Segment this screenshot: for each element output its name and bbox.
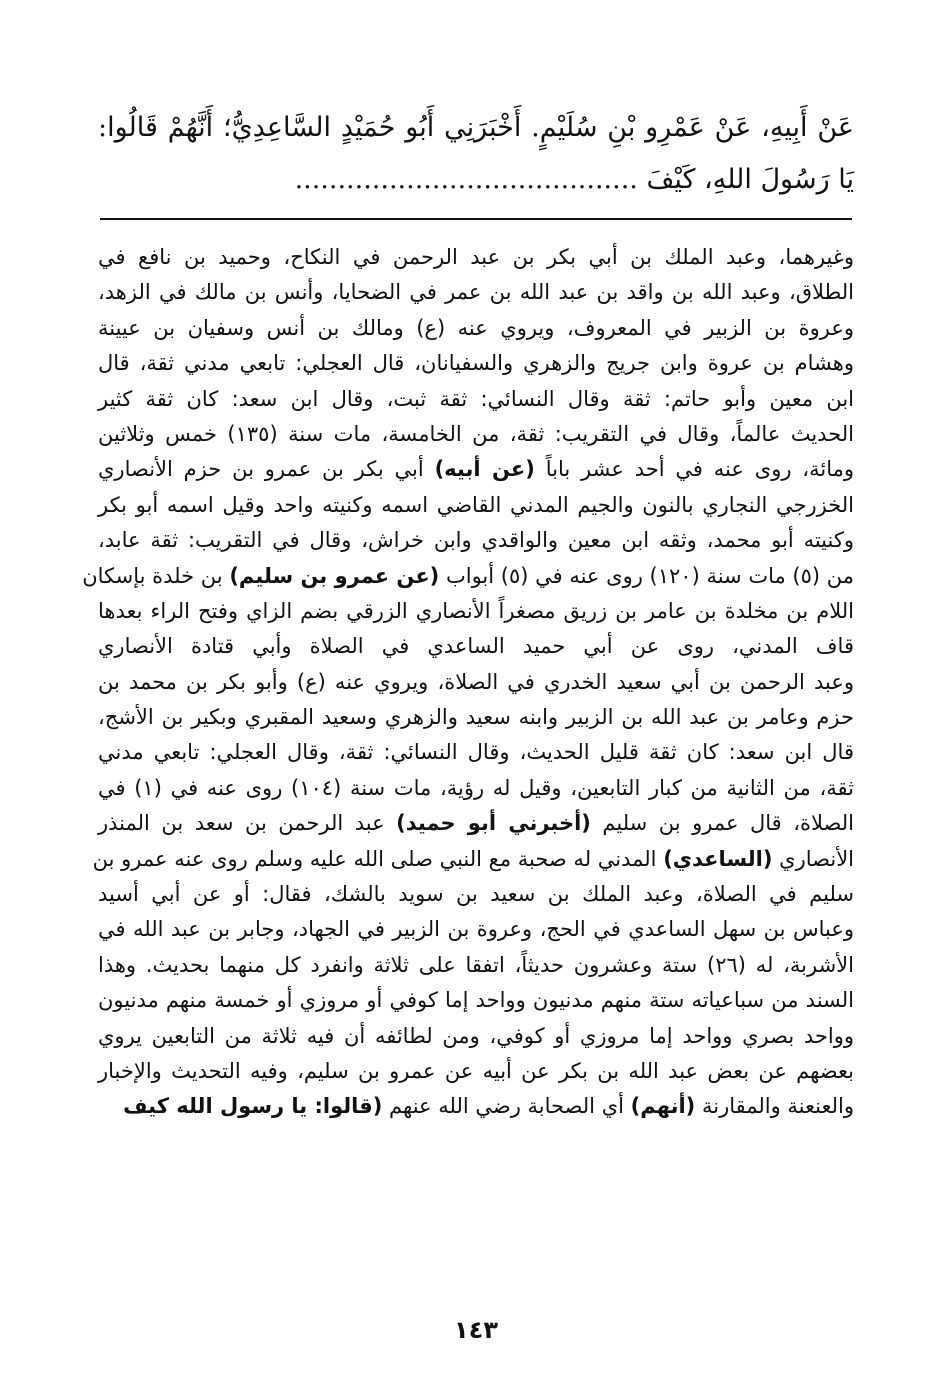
quoted-matn: (قالوا: يا رسول الله كيف — [123, 1094, 383, 1119]
commentary-line: سليم في الصلاة، وعبد الملك بن سعيد بن سويد بالشك، فقال: أو عن أبي أسيد — [98, 882, 854, 907]
commentary-line: بعضهم عن بعض عبد الله بن بكر عن أبيه عن عمرو بن سليم، وفيه التحديث والإخبار — [98, 1058, 854, 1083]
commentary-line: ثقة، من الثانية من كبار التابعين، وقيل له رؤية، مات سنة (١٠٤) روى عنه في (١) في — [98, 775, 854, 800]
commentary-segment: من (٥) مات سنة (١٢٠) روى عنه في (٥) أبواب — [445, 563, 854, 588]
commentary-line: وكنيته أبو محمد، وثقه ابن معين والواقدي وابن خراش، وقال في التقريب: ثقة عابد، — [98, 528, 854, 553]
quoted-matn: (عن عمرو بن سليم) — [229, 563, 440, 588]
commentary-line: وعبد الرحمن بن أبي سعيد الخدري في الصلاة، ويروي عنه (ع) وأبو بكر بن محمد بن — [98, 669, 854, 694]
commentary-segment: بن خلدة بإسكان — [82, 563, 223, 588]
commentary-segment: عبد الرحمن بن سعد بن المنذر — [98, 811, 385, 836]
commentary-line: قاف المدني، روى عن أبي حميد الساعدي في الصلاة وأبي قتادة الأنصاري — [98, 634, 854, 659]
commentary-segment: ومائة، روى عنه في أحد عشر باباً — [545, 457, 854, 482]
commentary-line: الأشربة، له (٢٦) ستة وعشرون حديثاً، اتفقا على ثلاثة وانفرد كل منهما بحديث. وهذا — [98, 952, 854, 977]
commentary-line: وغيرهما، وعبد الملك بن أبي بكر بن عبد الرحمن في النكاح، وحميد بن نافع في — [98, 245, 854, 269]
page-number: ١٤٣ — [454, 1316, 498, 1344]
ellipsis-dots: ........................................ — [294, 164, 638, 195]
commentary-line: ابن معين وأبو حاتم: ثقة وقال النسائي: ثقة ثبت، وقال ابن سعد: كان ثقة كثير — [98, 386, 854, 411]
commentary-line: الخزرجي النجاري بالنون والجيم المدني القاضي اسمه وكنيته واحد وقيل اسمه أبو بكر — [98, 492, 854, 517]
commentary-line: وواحد بصري وواحد إما مروزي أو كوفي، ومن لطائفه أن فيه ثلاثة من التابعين يروي — [98, 1023, 854, 1048]
commentary-line: الحديث عالماً، وقال في التقريب: ثقة، من الخامسة، مات سنة (١٣٥) خمس وثلاثين — [98, 421, 854, 446]
commentary-text — [82, 240, 854, 1125]
commentary-line: قال ابن سعد: كان ثقة قليل الحديث، وقال النسائي: ثقة، وقال العجلي: تابعي مدني — [98, 740, 854, 765]
quoted-matn: (عن أبيه) — [434, 457, 535, 482]
commentary-line — [92, 842, 854, 877]
footnote-separator — [100, 218, 852, 220]
commentary-line — [98, 806, 854, 841]
commentary-segment: المدني له صحبة مع النبي صلى الله عليه وسلم روى عنه عمرو بن — [92, 846, 657, 871]
commentary-line: الطلاق، وعبد الله بن واقد بن عبد الله بن عمر في الضحايا، وأنس بن مالك في الزهد، — [98, 280, 854, 305]
quoted-matn: (أنهم) — [630, 1094, 696, 1119]
commentary-segment: الصلاة، قال عمرو بن سليم — [602, 811, 854, 836]
commentary-segment: والعنعنة والمقارنة — [701, 1094, 854, 1119]
commentary-line: السند من سباعياته ستة منهم مدنيون وواحد إما كوفي أو مروزي أو خمسة منهم مدنيون — [98, 988, 854, 1013]
commentary-segment: الأنصاري — [779, 846, 854, 871]
hadith-line — [98, 154, 854, 206]
commentary-line: وعروة بن الزبير في المعروف، ويروي عنه (ع) ومالك بن أنس وسفيان بن عيينة — [98, 315, 854, 340]
hadith-text — [98, 102, 854, 206]
commentary-line: حزم وعامر بن عبد الله بن الزبير وابنه سعيد والزهري وسعيد المقبري وبكير بن الأشج، — [98, 705, 854, 730]
commentary-line — [98, 1089, 854, 1124]
quoted-matn: (الساعدي) — [663, 846, 773, 871]
commentary-segment: أي الصحابة رضي الله عنهم — [389, 1094, 624, 1119]
commentary-line — [82, 559, 854, 594]
commentary-line — [98, 452, 854, 487]
commentary-line: اللام بن مخلدة بن عامر بن زريق مصغراً الأنصاري الزرقي بضم الزاي وفتح الراء بعدها — [98, 598, 854, 623]
hadith-line: عَنْ أَبِيهِ، عَنْ عَمْرِو بْنِ سُلَيْمٍ. أَخْبَرَنِي أَبُو حُمَيْدٍ السَّاعِدِيُّ؛ أَنَّهُمْ قَالُوا: — [98, 112, 854, 143]
commentary-line: وعباس بن سهل الساعدي في الحج، وعروة بن الزبير في الجهاد، وجابر بن عبد الله في — [98, 917, 854, 942]
hadith-line-text: يَا رَسُولَ اللهِ، كَيْفَ — [646, 164, 854, 195]
commentary-segment: أبي بكر بن عمرو بن حزم الأنصاري — [98, 457, 424, 482]
quoted-matn: (أخبرني أبو حميد) — [396, 811, 591, 836]
commentary-line: وهشام بن عروة وابن جريج والزهري والسفيانان، قال العجلي: تابعي مدني ثقة، قال — [98, 351, 854, 376]
